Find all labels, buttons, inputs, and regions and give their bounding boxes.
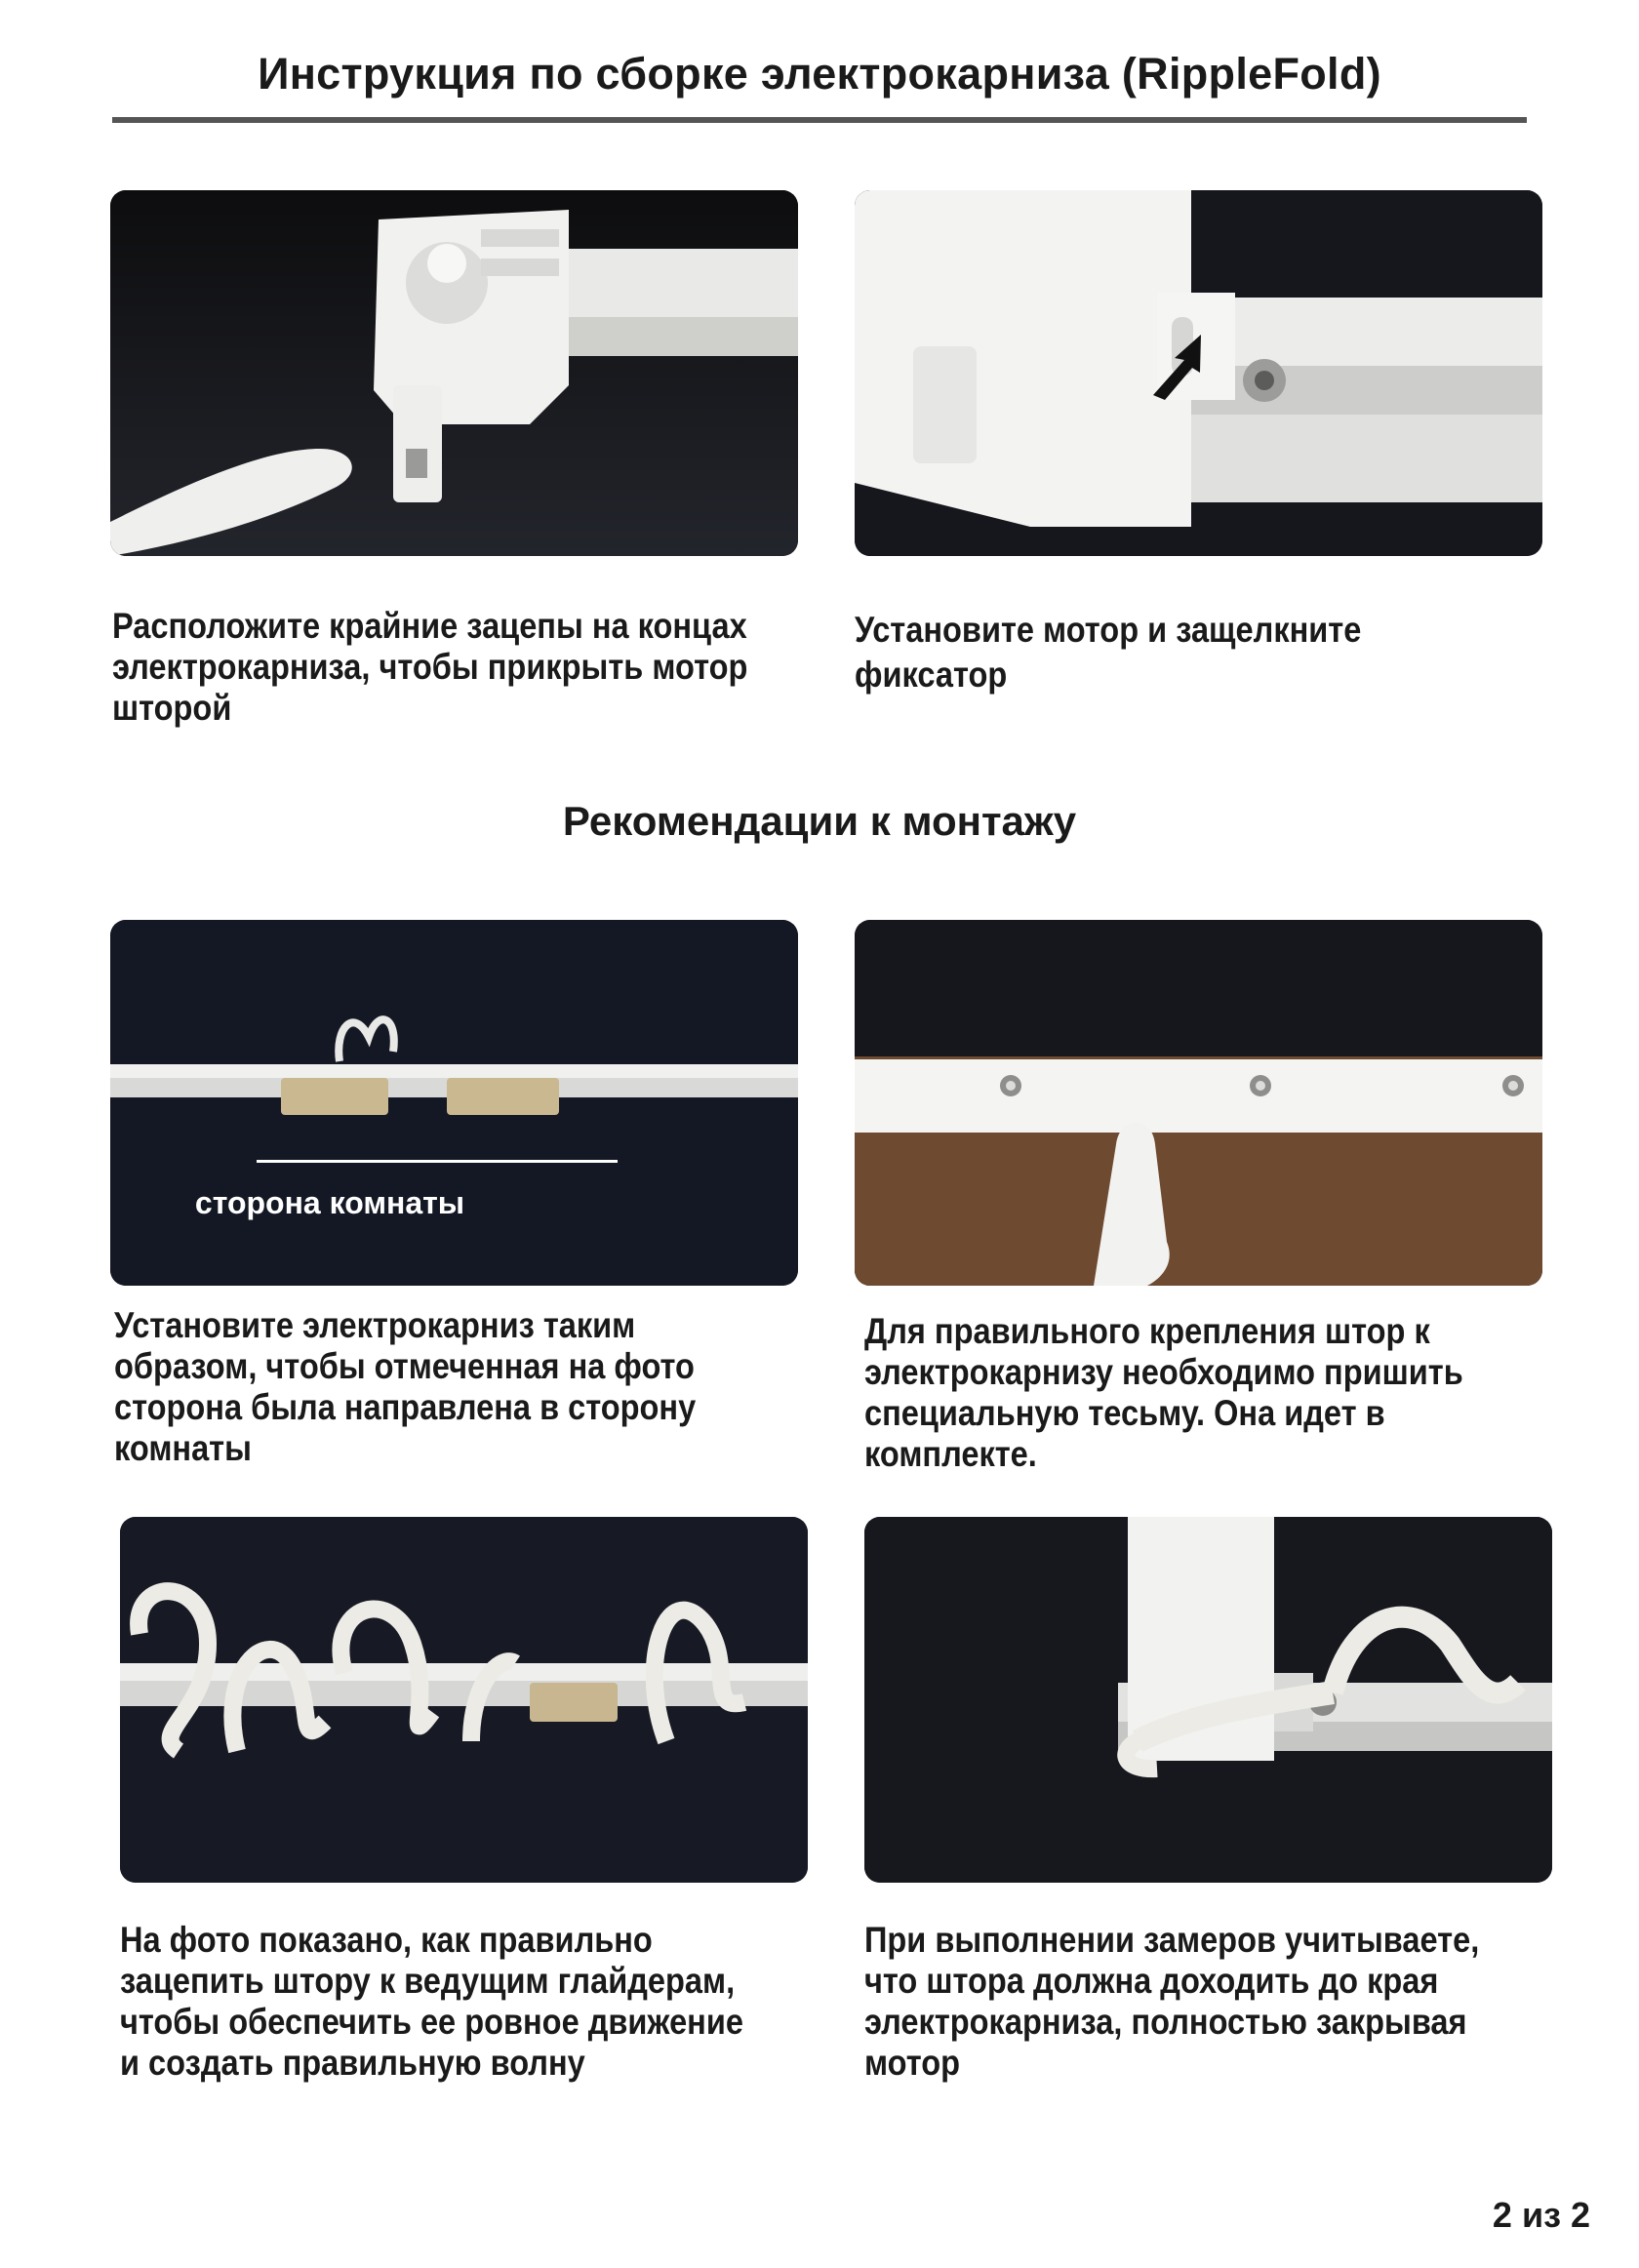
step-4-caption: [864, 1311, 1463, 1475]
caption-line: При выполнении замеров учитываете,: [864, 1920, 1480, 1960]
caption-line: чтобы обеспечить ее ровное движение: [120, 2002, 743, 2042]
motor-latch-photo: [855, 190, 1542, 556]
caption-line: электрокарнизу необходимо пришить: [864, 1352, 1463, 1392]
caption-line: и создать правильную волну: [120, 2043, 585, 2083]
curtain-tape-photo: [855, 920, 1542, 1286]
step-1-caption: [112, 606, 747, 729]
ripple-wave-photo: [120, 1517, 808, 1883]
section-title: Рекомендации к монтажу: [562, 798, 1077, 844]
step-3-caption: [114, 1305, 696, 1469]
caption-line: что штора должна доходить до края: [864, 1961, 1439, 2001]
page-title: Инструкция по сборке электрокарниза (RippleFold): [258, 49, 1381, 99]
curtain-covering-motor-photo: [864, 1517, 1552, 1883]
caption-line: Установите электрокарниз таким: [114, 1305, 636, 1345]
caption-line: специальную тесьму. Она идет в: [864, 1393, 1385, 1433]
caption-line: На фото показано, как правильно: [120, 1920, 653, 1960]
caption-line: Для правильного крепления штор к: [864, 1311, 1430, 1351]
caption-line: комнаты: [114, 1428, 252, 1468]
rail-orientation-photo: [110, 920, 798, 1286]
caption-line: Расположите крайние зацепы на концах: [112, 606, 747, 646]
caption-line: электрокарниза, чтобы прикрыть мотор: [112, 647, 748, 687]
caption-line: зацепить штору к ведущим глайдерам,: [120, 1961, 736, 2001]
caption-line: шторой: [112, 688, 232, 728]
page-number: 2 из 2: [1492, 2195, 1590, 2235]
step-6-caption: [864, 1920, 1479, 2084]
caption-line: Установите мотор и защелкните: [855, 610, 1362, 650]
caption-line: образом, чтобы отмеченная на фото: [114, 1346, 695, 1386]
caption-line: мотор: [864, 2043, 961, 2083]
room-side-label: сторона комнаты: [194, 1185, 465, 1220]
caption-line: комплекте.: [864, 1434, 1037, 1474]
caption-line: электрокарниза, полностью закрывая: [864, 2002, 1467, 2042]
caption-line: сторона была направлена в сторону: [114, 1387, 697, 1427]
step-5-caption: [120, 1920, 743, 2084]
step-2-caption: [855, 608, 1361, 697]
title-divider: [112, 117, 1527, 123]
caption-line: фиксатор: [855, 655, 1008, 695]
end-hook-photo: [110, 190, 798, 556]
